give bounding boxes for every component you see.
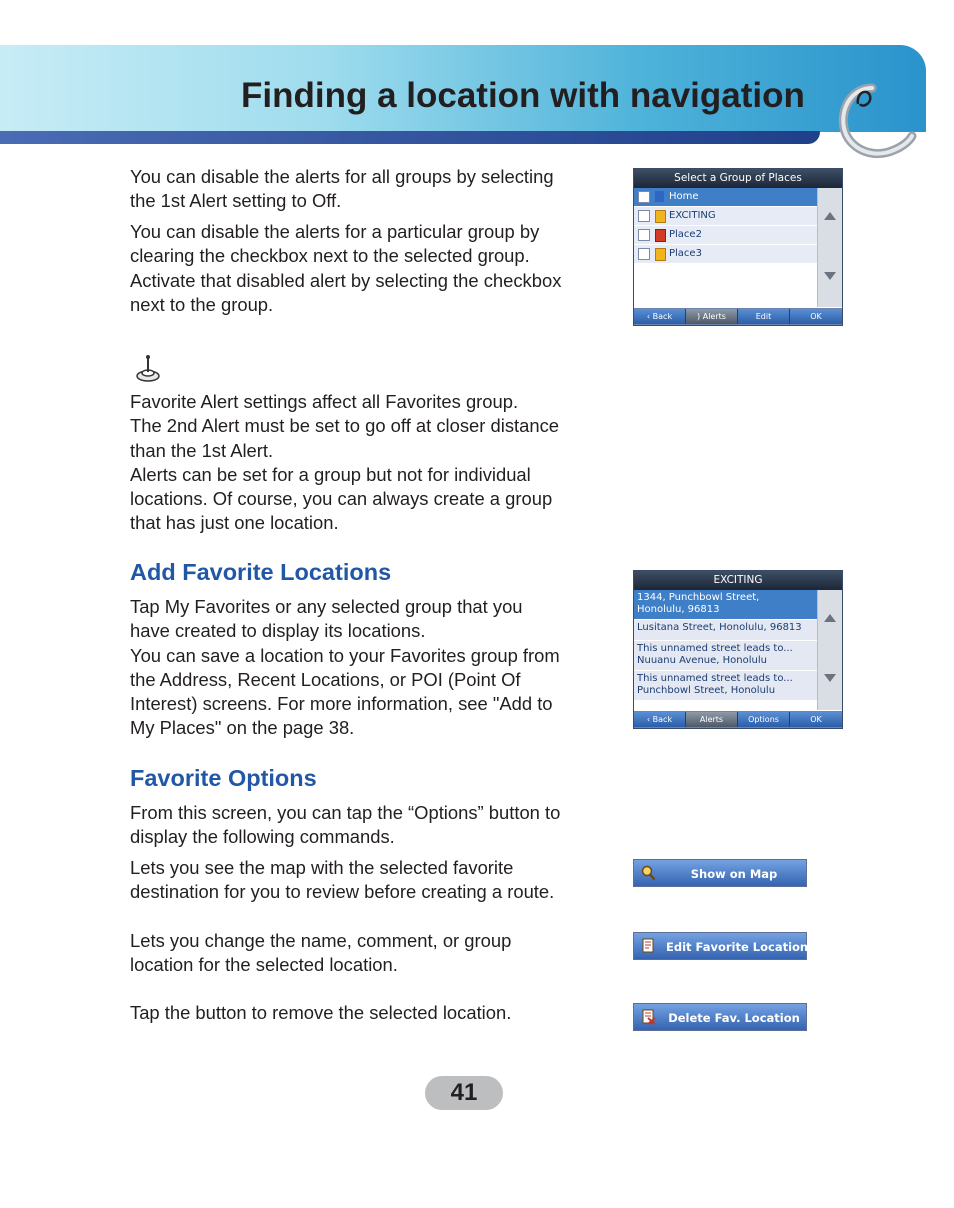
text-line: next to the group. [130,293,274,315]
text-line: Tap My Favorites or any selected group that you [130,596,523,617]
page-title: Finding a location with navigation [241,76,805,115]
text-line: You can save a location to your Favorites group from [130,644,560,666]
back-label: Back [652,312,673,321]
text-line: From this screen, you can tap the “Options” button to [130,802,561,823]
location-line: This unnamed street leads to... [637,643,793,654]
yellow-alert-icon [655,210,666,223]
delete-document-icon [641,1009,656,1025]
delete-fav-location-button[interactable] [633,1003,807,1031]
location-row[interactable] [634,641,817,670]
group-row-place3[interactable] [634,245,817,263]
blue-square-icon [655,191,664,202]
location-row[interactable] [634,671,817,700]
text-line: the Address, Recent Locations, or POI (Point Of [130,668,521,690]
exciting-group-screenshot [633,570,843,729]
group-label: EXCITING [669,210,716,221]
checkbox[interactable] [638,191,650,203]
text-line: Favorite Alert settings affect all Favorites group. [130,391,519,412]
scroll-up-icon[interactable] [824,614,836,622]
scroll-up-icon[interactable] [824,212,836,220]
intro-paragraph-2 [130,220,620,317]
text-line: Lets you change the name, comment, or group [130,930,512,951]
edit-button[interactable] [738,309,790,324]
delete-fav-location-label: Delete Fav. Location [668,1011,800,1025]
yellow-alert-icon [655,248,666,261]
checkbox[interactable] [638,248,650,260]
page-number: 41 [425,1076,503,1110]
location-line: Punchbowl Street, Honolulu [637,685,776,696]
text-line: have created to display its locations. [130,620,426,642]
alerts-button[interactable] [686,712,738,727]
group-label: Place3 [669,248,702,259]
red-alert-icon [655,229,666,242]
alerts-button[interactable]: ) Alerts [686,309,738,324]
ok-button[interactable] [790,712,842,727]
edit-favorite-location-label: Edit Favorite Location [666,940,809,954]
location-line: This unnamed street leads to... [637,673,793,684]
options-label: Options [748,715,779,724]
text-line: Interest) screens. For more information, see "Add to [130,693,553,715]
location-line: Nuuanu Avenue, Honolulu [637,655,767,666]
magnifier-icon [641,865,656,881]
group-row-home[interactable] [634,188,817,206]
intro-paragraph-1 [130,165,620,214]
options-button[interactable] [738,712,790,727]
location-row[interactable] [634,590,817,619]
edit-label: Edit [755,312,772,321]
group-row-exciting[interactable] [634,207,817,225]
text-line: Tap the button to remove the selected location. [130,1002,512,1023]
alerts-label: Alerts [702,312,726,321]
screen-title: EXCITING [634,571,842,590]
show-on-map-button[interactable] [633,859,807,887]
scrollbar[interactable] [817,188,842,307]
group-label: Place2 [669,229,702,240]
header-underline-bar [0,131,820,144]
text-line: that has just one location. [130,512,339,534]
page-curl-icon [832,78,918,164]
delete-description [130,1001,620,1025]
back-label: Back [652,715,673,724]
text-line: You can disable the alerts for a particular group by [130,221,540,242]
group-select-screenshot [633,168,843,326]
location-line: Lusitana Street, Honolulu, 96813 [637,622,802,633]
ok-button[interactable] [790,309,842,324]
text-line: the 1st Alert setting to Off. [130,190,342,212]
show-on-map-label: Show on Map [690,867,778,881]
text-line: You can disable the alerts for all groups by selecting [130,166,554,187]
text-line: locations. Of course, you can always create a group [130,488,553,510]
scrollbar[interactable] [817,590,842,710]
ok-label: OK [810,312,822,321]
back-button[interactable]: ‹ Back [634,712,686,727]
group-row-place2[interactable] [634,226,817,244]
back-button[interactable]: ‹ Back [634,309,686,324]
text-line: display the following commands. [130,826,395,848]
location-line: Honolulu, 96813 [637,604,720,615]
add-favorites-heading: Add Favorite Locations [130,559,392,585]
text-line: Lets you see the map with the selected favorite [130,857,514,878]
note-pin-icon [134,353,162,383]
edit-description [130,929,620,978]
note-text [130,390,620,536]
location-row[interactable] [634,620,817,640]
show-map-description [130,856,620,905]
text-line: destination for you to review before creating a route. [130,881,555,903]
scroll-down-icon[interactable] [824,674,836,682]
scroll-down-icon[interactable] [824,272,836,280]
checkbox[interactable] [638,210,650,222]
text-line: Activate that disabled alert by selecting the checkbox [130,269,562,291]
checkbox[interactable] [638,229,650,241]
options-intro-text [130,801,620,850]
text-line: Alerts can be set for a group but not for individual [130,463,531,485]
screen-title: Select a Group of Places [634,169,842,188]
text-line: My Places" on the page 38. [130,717,355,739]
text-line: than the 1st Alert. [130,439,274,461]
edit-document-icon [641,938,656,954]
edit-favorite-location-button[interactable] [633,932,807,960]
text-line: clearing the checkbox next to the selected group. [130,245,530,267]
favorite-options-heading: Favorite Options [130,765,317,791]
location-line: 1344, Punchbowl Street, [637,592,760,603]
alerts-label: Alerts [699,715,724,724]
text-line: The 2nd Alert must be set to go off at closer distance [130,415,560,437]
add-favorites-text [130,595,620,741]
bottom-button-bar [634,308,842,325]
ok-label: OK [810,715,822,724]
bottom-button-bar [634,711,842,728]
group-label: Home [669,191,699,202]
text-line: location for the selected location. [130,954,398,976]
